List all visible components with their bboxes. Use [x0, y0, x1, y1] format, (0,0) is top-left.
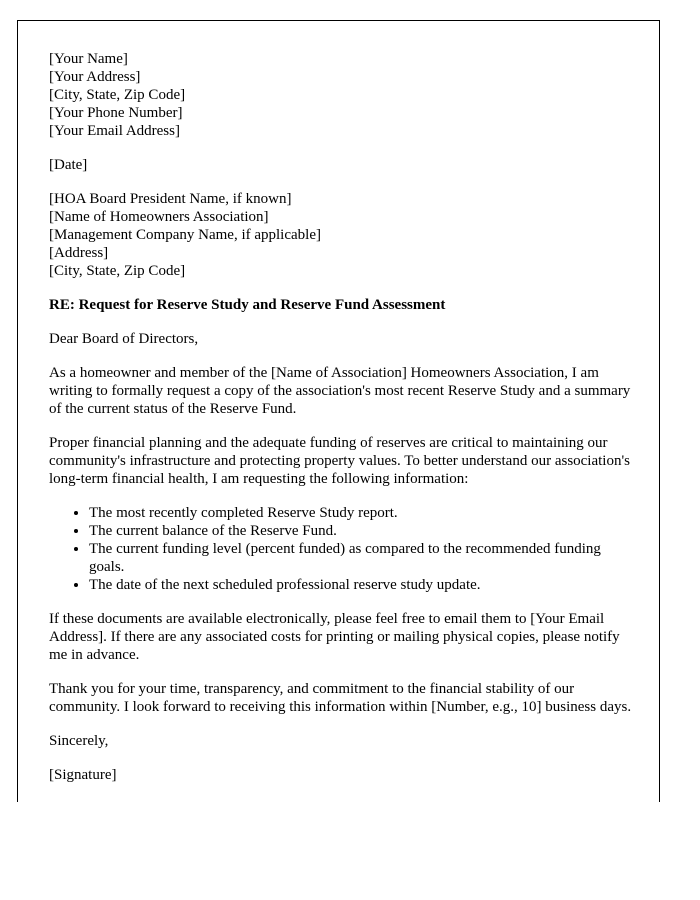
paragraph-thanks: Thank you for your time, transparency, and commitment to the financial stability of our community. I look forward to receiving this information within [Number, e.g., 10] business days. — [49, 681, 632, 715]
request-list-item: • The most recently completed Reserve Study report. — [89, 504, 639, 522]
sender-city-state-zip: [City, State, Zip Code] — [49, 87, 186, 103]
recipient-city-state-zip: [City, State, Zip Code] — [49, 263, 186, 279]
signature: [Signature] — [49, 767, 117, 783]
letter-content — [49, 50, 639, 800]
sender-email: [Your Email Address] — [49, 123, 180, 139]
recipient-president: [HOA Board President Name, if known] — [49, 191, 292, 207]
paragraph-electronic: If these documents are available electronically, please feel free to email them to [Your Email Address]. If there are any associated costs for printing or mailing physical copies, please notify me in advance. — [49, 611, 620, 663]
recipient-management-company: [Management Company Name, if applicable] — [49, 227, 321, 243]
recipient-block — [49, 190, 639, 280]
sender-address: [Your Address] — [49, 69, 141, 85]
date-block — [49, 156, 639, 174]
sender-name: [Your Name] — [49, 51, 128, 67]
paragraph-intro: As a homeowner and member of the [Name of Association] Homeowners Association, I am writing to formally request a copy of the association's most recent Reserve Study and a summary of the current status of the Reserve Fund. — [49, 365, 631, 417]
recipient-address: [Address] — [49, 245, 109, 261]
sender-phone: [Your Phone Number] — [49, 105, 183, 121]
sender-block — [49, 50, 639, 140]
request-list-item: • The current funding level (percent funded) as compared to the recommended funding goals. — [89, 540, 639, 576]
request-list-item: • The current balance of the Reserve Fund. — [89, 522, 639, 540]
paragraph-planning: Proper financial planning and the adequate funding of reserves are critical to maintaining our community's infrastructure and protecting property values. To better understand our association's long-term financial health, I am requesting the following information: — [49, 435, 631, 487]
request-list — [49, 504, 639, 594]
letter-page — [17, 20, 660, 802]
salutation: Dear Board of Directors, — [49, 331, 199, 347]
letter-date: [Date] — [49, 157, 88, 173]
closing: Sincerely, — [49, 733, 109, 749]
subject-line: RE: Request for Reserve Study and Reserve Fund Assessment — [49, 297, 446, 313]
request-list-item: • The date of the next scheduled professional reserve study update. — [89, 576, 639, 594]
recipient-association: [Name of Homeowners Association] — [49, 209, 269, 225]
